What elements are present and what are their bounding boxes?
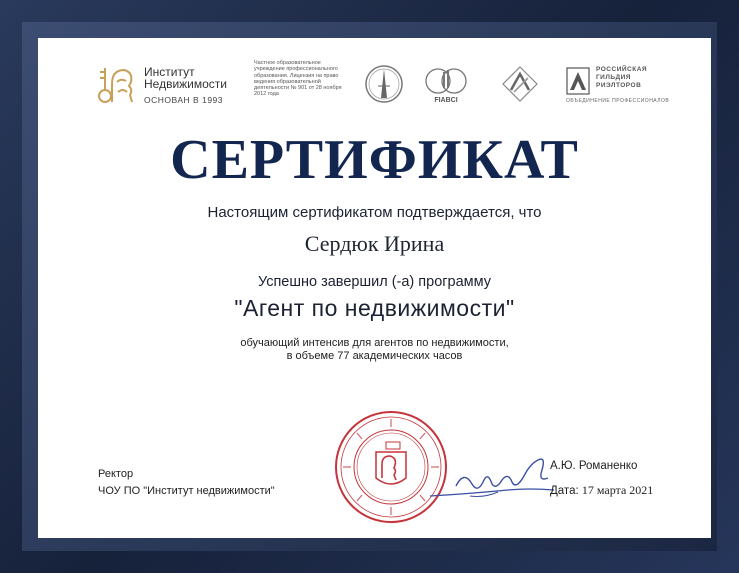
rgr-line2: ГИЛЬДИЯ [596,74,631,81]
certificate-title: СЕРТИФИКАТ [170,129,579,191]
certificate-paper [38,38,711,538]
license-text: Частное образовательное учреждение профессионального образования. Лицензия на право ведения образовательной деятельности № 901 от 28 ноября 2012 года [254,60,342,98]
rgr-title [596,66,647,90]
rgr-subtitle: ОБЪЕДИНЕНИЕ ПРОФЕССИОНАЛОВ [566,98,670,104]
completed-text: Успешно завершил (-а) программу [257,274,492,290]
recipient-name: Сердюк Ирина [304,231,445,256]
position-line1: Ректор [98,468,134,480]
fiabci-label: FIABCI [434,97,458,104]
program-name: "Агент по недвижимости" [234,295,515,321]
signature [426,446,558,504]
institute-name-line2: Недвижимости [144,77,228,91]
date-label: Дата: [550,485,579,497]
program-description [38,337,711,363]
confirm-text: Настоящим сертификатом подтверждается, что [207,204,542,221]
rgr-logo [566,66,590,96]
signer-position [98,466,275,500]
description-line1: обучающий интенсив для агентов по недвижимости, [240,337,509,349]
institute-lion-logo [96,64,136,106]
signer-name: А.Ю. Романенко [550,460,638,472]
institute-founded: ОСНОВАН В 1993 [144,95,223,105]
date-value: 17 марта 2021 [581,483,654,497]
date-row [550,483,653,498]
description-line2: в объеме 77 академических часов [286,350,463,362]
tower-logo [364,64,404,104]
institute-name-line1: Институт [144,65,195,79]
rgr-line3: РИЭЛТОРОВ [596,82,642,89]
arrow-logo [500,64,540,104]
position-line2: ЧОУ ПО "Институт недвижимости" [98,485,275,497]
rgr-line1: РОССИЙСКАЯ [596,66,648,73]
fiabci-logo [422,66,470,104]
institute-name [144,66,227,90]
